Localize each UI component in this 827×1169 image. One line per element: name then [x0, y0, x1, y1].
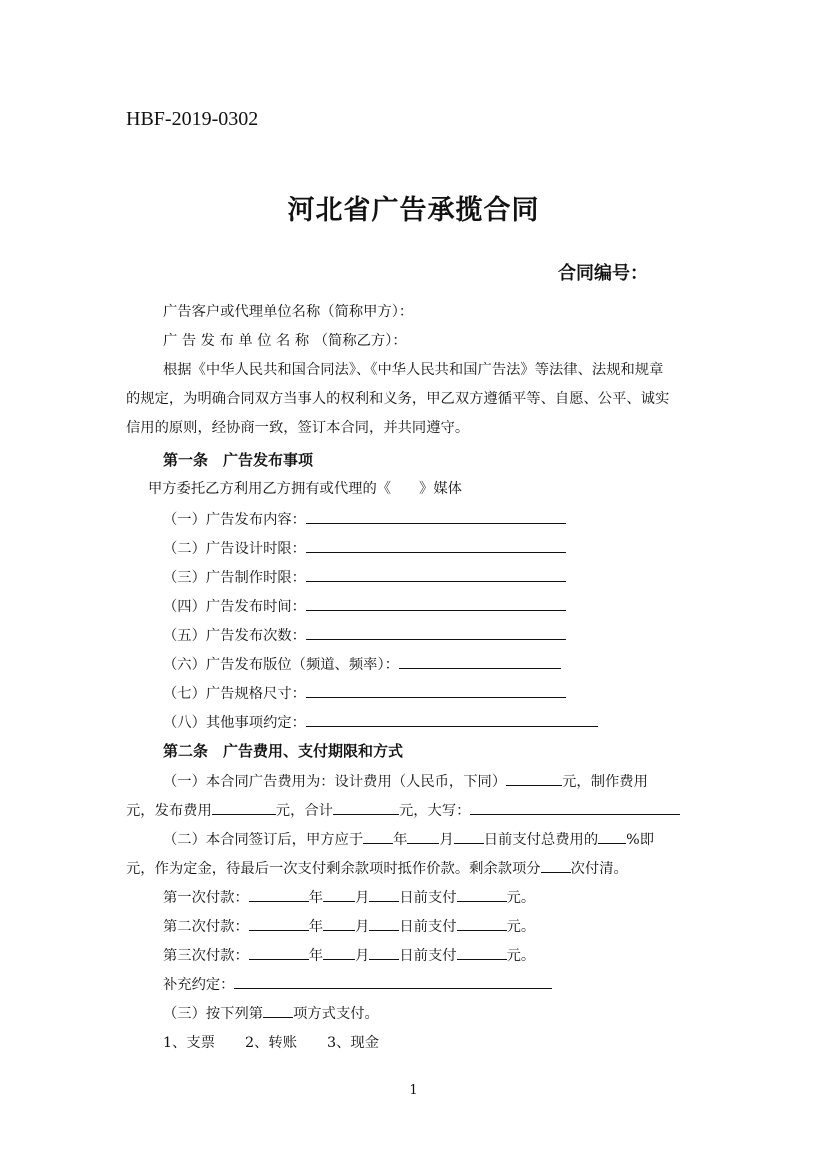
yuan-label: 元。 — [506, 890, 536, 906]
blank-field[interactable] — [457, 915, 507, 931]
media-prefix: 甲方委托乙方利用乙方拥有或代理的《 — [148, 481, 392, 497]
intro-line-1: 根据《中华人民共和国合同法》、《中华人民共和国广告法》等法律、法规和规章 — [163, 362, 664, 378]
item-production-period — [163, 566, 566, 588]
blank-field[interactable] — [506, 770, 562, 786]
contract-number-label: 合同编号： — [558, 263, 648, 284]
item-design-period — [163, 537, 566, 559]
year-label: 年 — [393, 832, 408, 848]
item-publish-count — [163, 624, 566, 646]
pay-before-label: 日前支付 — [399, 919, 457, 935]
year-label: 年 — [308, 890, 324, 906]
item-publish-time — [163, 595, 566, 617]
party-a-label: 广告客户或代理单位名称（简称甲方）： — [163, 304, 414, 320]
item-label: （六）广告发布版位（频道、频率）： — [163, 657, 399, 673]
blank-field[interactable] — [263, 1002, 293, 1018]
blank-field[interactable] — [249, 944, 309, 960]
blank-field[interactable] — [457, 886, 507, 902]
blank-field[interactable] — [323, 886, 355, 902]
blank-field[interactable] — [369, 915, 399, 931]
fee-total-label: 元，合计 — [275, 803, 333, 819]
pay-before-label: 日前支付 — [399, 890, 457, 906]
fee-capital-label: 元，大写： — [398, 803, 471, 819]
deposit-text: 元，作为定金，待最后一次支付剩余款项时抵作价款。剩余款项分 — [126, 861, 541, 877]
fee-line-2 — [126, 799, 680, 821]
fee-publish-label: 元，发布费用 — [126, 803, 212, 819]
document-code: HBF-2019-0302 — [126, 108, 259, 130]
installment-count-label: 次付清。 — [570, 861, 628, 877]
year-label: 年 — [308, 948, 324, 964]
installment-2 — [163, 915, 535, 937]
percent-label: %即 — [626, 832, 655, 848]
month-label: 月 — [355, 919, 370, 935]
method-suffix: 项方式支付。 — [293, 1006, 379, 1022]
blank-field[interactable] — [369, 886, 399, 902]
year-label: 年 — [308, 919, 324, 935]
blank-field[interactable] — [399, 653, 561, 669]
intro-line-3: 信用的原则，经协商一致，签订本合同，并共同遵守。 — [126, 420, 470, 436]
blank-field[interactable] — [470, 799, 680, 815]
installment-label: 第三次付款： — [163, 948, 249, 964]
month-label: 月 — [439, 832, 454, 848]
installment-label: 第一次付款： — [163, 890, 249, 906]
blank-field[interactable] — [306, 682, 566, 698]
supplement-line — [163, 973, 552, 995]
blank-field[interactable] — [457, 944, 507, 960]
item-label: （二）广告设计时限： — [163, 541, 306, 557]
blank-field[interactable] — [234, 973, 552, 989]
blank-field[interactable] — [323, 944, 355, 960]
yuan-label: 元。 — [506, 919, 536, 935]
item-size — [163, 682, 566, 704]
installment-label: 第二次付款： — [163, 919, 249, 935]
item-label: （三）广告制作时限： — [163, 570, 306, 586]
month-label: 月 — [355, 948, 370, 964]
payment-prefix: （二）本合同签订后，甲方应于 — [163, 832, 364, 848]
fee-design-label: （一）本合同广告费用为：设计费用（人民币，下同） — [163, 774, 507, 790]
payment-line-1 — [163, 828, 654, 850]
item-label: （一）广告发布内容： — [163, 512, 306, 528]
blank-field[interactable] — [363, 828, 393, 844]
blank-field[interactable] — [306, 711, 598, 727]
page-number: 1 — [409, 1083, 418, 1098]
blank-field[interactable] — [306, 566, 566, 582]
item-label: （八）其他事项约定： — [163, 715, 306, 731]
article-2-heading: 第二条 广告费用、支付期限和方式 — [163, 742, 404, 760]
item-label: （五）广告发布次数： — [163, 628, 306, 644]
yuan-label: 元。 — [506, 948, 536, 964]
blank-field[interactable] — [323, 915, 355, 931]
blank-field[interactable] — [306, 595, 566, 611]
media-line — [148, 479, 462, 499]
blank-field[interactable] — [306, 624, 566, 640]
month-label: 月 — [355, 890, 370, 906]
payment-method-line — [163, 1002, 379, 1024]
payment-line-2 — [126, 857, 628, 879]
method-cash: 3、现金 — [327, 1035, 379, 1051]
yuan-label: 元 — [562, 774, 577, 790]
fee-line-1 — [163, 770, 648, 792]
blank-field[interactable] — [306, 537, 566, 553]
installment-1 — [163, 886, 535, 908]
blank-field[interactable] — [212, 799, 276, 815]
blank-field[interactable] — [306, 508, 566, 524]
blank-field[interactable] — [369, 944, 399, 960]
blank-field[interactable] — [333, 799, 399, 815]
item-placement — [163, 653, 561, 675]
fee-production-label: ，制作费用 — [576, 774, 648, 790]
item-label: （七）广告规格尺寸： — [163, 686, 306, 702]
intro-line-2: 的规定，为明确合同双方当事人的权利和义务，甲乙双方遵循平等、自愿、公平、诚实 — [126, 391, 670, 407]
blank-field[interactable] — [249, 915, 309, 931]
blank-field[interactable] — [249, 886, 309, 902]
supplement-label: 补充约定： — [163, 977, 235, 993]
pay-before-label: 日前支付 — [399, 948, 457, 964]
payment-methods — [163, 1033, 379, 1053]
method-check: 1、支票 — [163, 1035, 215, 1051]
item-label: （四）广告发布时间： — [163, 599, 306, 615]
installment-3 — [163, 944, 535, 966]
item-content — [163, 508, 566, 530]
contract-title: 河北省广告承揽合同 — [287, 195, 540, 226]
method-transfer: 2、转账 — [245, 1035, 297, 1051]
blank-field[interactable] — [598, 828, 626, 844]
party-b-label: 广 告 发 布 单 位 名 称 （简称乙方）： — [163, 333, 407, 349]
payment-mid: 日前支付总费用的 — [483, 832, 599, 848]
blank-field[interactable] — [407, 828, 439, 844]
article-1-heading: 第一条 广告发布事项 — [163, 451, 314, 469]
method-prefix: （三）按下列第 — [163, 1006, 264, 1022]
media-suffix: 》媒体 — [419, 481, 462, 497]
item-other — [163, 711, 598, 733]
blank-field[interactable] — [454, 828, 484, 844]
blank-field[interactable] — [541, 857, 571, 873]
